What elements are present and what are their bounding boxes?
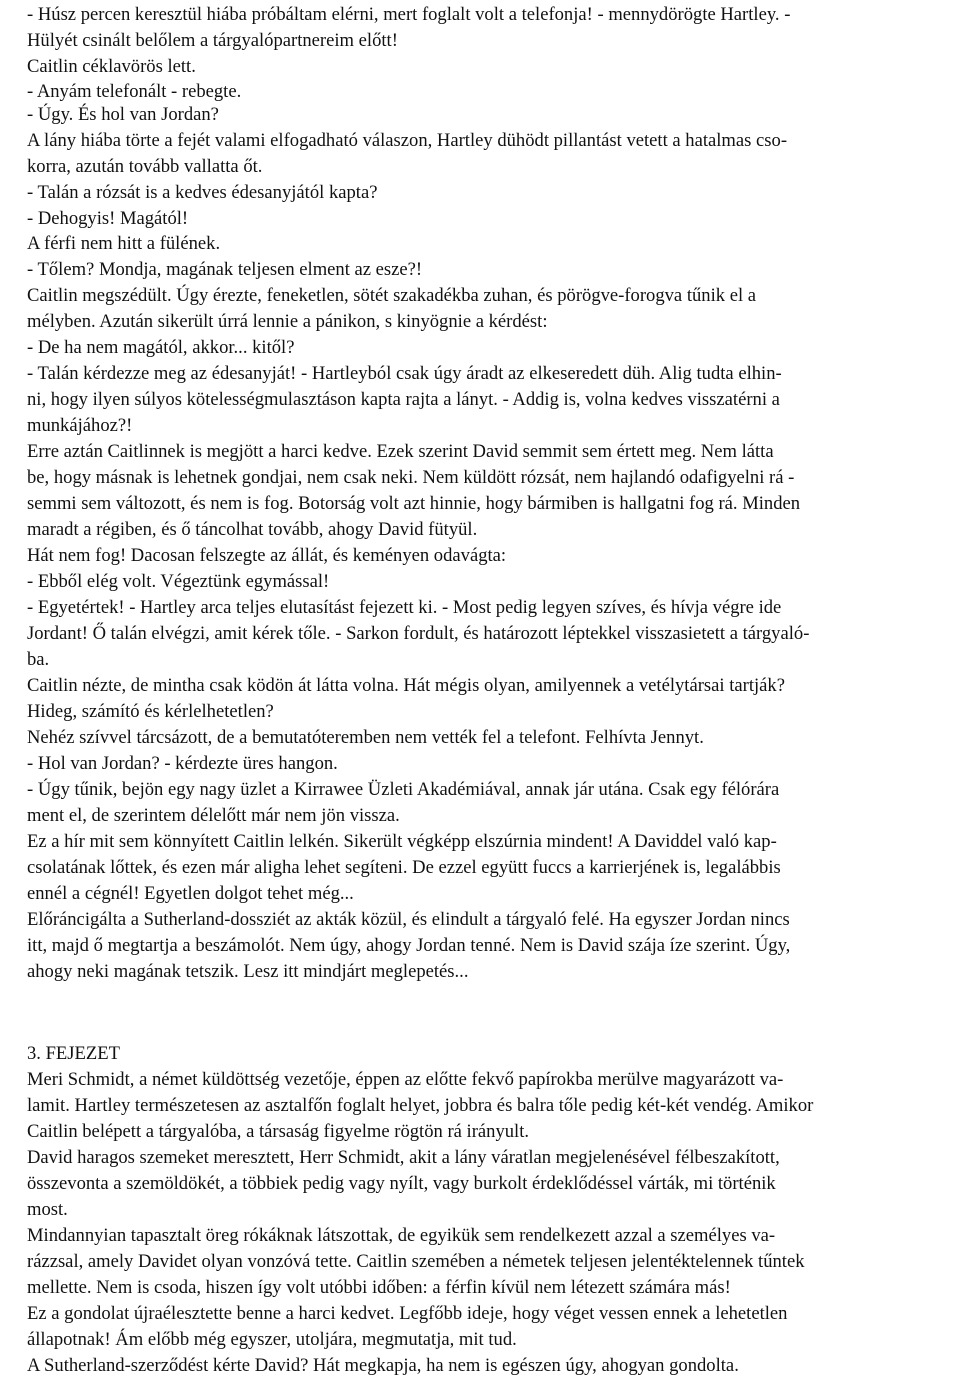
text-line: - Hol van Jordan? - kérdezte üres hangon. [27, 753, 338, 774]
text-line: ment el, de szerintem délelőtt már nem jön vissza. [27, 805, 400, 826]
text-line: - Úgy. És hol van Jordan? [27, 104, 219, 125]
text-line: Előráncigálta a Sutherland-dossziét az akták közül, és elindult a tárgyaló felé. Ha egyszer Jordan nincs [27, 909, 790, 930]
text-line: David haragos szemeket meresztett, Herr Schmidt, akit a lány váratlan megjelenésével félbeszakított, [27, 1147, 780, 1168]
text-line: Caitlin céklavörös lett. [27, 56, 196, 77]
text-line: ni, hogy ilyen súlyos kötelességmulasztáson kapta rajta a lányt. - Addig is, volna kedves visszatérni a [27, 389, 780, 410]
text-line: - De ha nem magától, akkor... kitől? [27, 337, 295, 358]
text-line: Hülyét csinált belőlem a tárgyalópartnereim előtt! [27, 30, 398, 51]
text-line: Nehéz szívvel tárcsázott, de a bemutatóteremben nem vették fel a telefont. Felhívta Jennyt. [27, 727, 704, 748]
text-line: most. [27, 1199, 68, 1220]
text-line: mellette. Nem is csoda, hiszen így volt utóbbi időben: a férfin kívül nem létezett számára más! [27, 1277, 731, 1298]
text-line: - Talán kérdezze meg az édesanyját! - Hartleyból csak úgy áradt az elkeseredett düh. Alig tudta elhin- [27, 363, 782, 384]
text-line: Caitlin nézte, de mintha csak ködön át látta volna. Hát mégis olyan, amilyennek a vetélytársai tartják? [27, 675, 785, 696]
text-line: A lány hiába törte a fejét valami elfogadható válaszon, Hartley dühödt pillantást vetett a hatalmas cso- [27, 130, 788, 151]
text-line: itt, majd ő megtartja a beszámolót. Nem úgy, ahogy Jordan tenné. Nem is David szája íze szerint. Úgy, [27, 935, 791, 956]
text-line: - Egyetértek! - Hartley arca teljes elutasítást fejezett ki. - Most pedig legyen szíves, és hívja végre ide [27, 597, 782, 618]
text-line: Erre aztán Caitlinnek is megjött a harci kedve. Ezek szerint David semmit sem értett meg. Nem látta [27, 441, 774, 462]
text-line: - Talán a rózsát is a kedves édesanyjától kapta? [27, 182, 378, 203]
text-line: Ez a gondolat újraélesztette benne a harci kedvet. Legfőbb ideje, hogy véget vessen ennek a lehetetlen [27, 1303, 788, 1324]
text-line: Ez a hír mit sem könnyített Caitlin lelkén. Sikerült végképp elszúrnia mindent! A Daviddel való kap- [27, 831, 777, 852]
text-line: Mindannyian tapasztalt öreg rókáknak látszottak, de egyikük sem rendelkezett azzal a személyes va- [27, 1225, 776, 1246]
text-line: - Dehogyis! Magától! [27, 208, 189, 229]
text-line: - Úgy tűnik, bejön egy nagy üzlet a Kirrawee Üzleti Akadémiával, annak jár utána. Csak egy félórára [27, 779, 780, 800]
text-line: összevonta a szemöldökét, a többiek pedig vagy nyílt, vagy burkolt érdeklődéssel várták, mi történik [27, 1173, 776, 1194]
text-line: Jordant! Ő talán elvégzi, amit kérek tőle. - Sarkon fordult, és határozott léptekkel visszasietett a tárgyaló- [27, 623, 810, 644]
text-line: maradt a régiben, és ő táncolhat tovább, ahogy David fütyül. [27, 519, 478, 540]
text-line: állapotnak! Ám előbb még egyszer, utoljára, megmutatja, mit tud. [27, 1329, 517, 1350]
text-line: Hideg, számító és kérlelhetetlen? [27, 701, 274, 722]
text-line: be, hogy másnak is lehetnek gondjai, nem csak neki. Nem küldött rózsát, nem hajlandó odafigyelni rá - [27, 467, 795, 488]
chapter-heading: 3. FEJEZET [27, 1043, 120, 1064]
text-line: - Tőlem? Mondja, magának teljesen elment az esze?! [27, 259, 423, 280]
text-line: Meri Schmidt, a német küldöttség vezetője, éppen az előtte fekvő papírokba merülve magyarázott va- [27, 1069, 784, 1090]
text-line: lamit. Hartley természetesen az asztalfőn foglalt helyet, jobbra és balra tőle pedig két-két vendég. Amikor [27, 1095, 814, 1116]
text-line: - Anyám telefonált - rebegte. [27, 81, 242, 102]
text-line: ba. [27, 649, 50, 670]
text-line: csolatának lőttek, és ezen már aligha lehet segíteni. De ezzel együtt fuccs a karrierjének is, legalábbis [27, 857, 781, 878]
text-line: ahogy neki magának tetszik. Lesz itt mindjárt meglepetés... [27, 961, 469, 982]
text-line: mélyben. Azután sikerült úrrá lennie a pánikon, s kinyögnie a kérdést: [27, 311, 548, 332]
text-line: korra, azután tovább vallatta őt. [27, 156, 263, 177]
text-line: - Húsz percen keresztül hiába próbáltam elérni, mert foglalt volt a telefonja! - mennydörögte Hartley. - [27, 4, 791, 25]
text-line: Caitlin megszédült. Úgy érezte, feneketlen, sötét szakadékba zuhan, és pörögve-forogva tűnik el a [27, 285, 757, 306]
text-line: rázzsal, amely Davidet olyan vonzóvá tette. Caitlin szemében a németek teljesen jelentéktelennek tűntek [27, 1251, 805, 1272]
text-line: A Sutherland-szerződést kérte David? Hát megkapja, ha nem is egészen úgy, ahogyan gondolta. [27, 1355, 739, 1376]
text-line: semmi sem változott, és nem is fog. Botorság volt azt hinnie, hogy bármiben is hallgatni fog rá. Minden [27, 493, 801, 514]
text-line: munkájához?! [27, 415, 133, 436]
text-line: - Ebből elég volt. Végeztünk egymással! [27, 571, 330, 592]
text-line: A férfi nem hitt a fülének. [27, 233, 221, 254]
text-line: Caitlin belépett a tárgyalóba, a társaság figyelme rögtön rá irányult. [27, 1121, 530, 1142]
text-line: ennél a cégnél! Egyetlen dolgot tehet még... [27, 883, 354, 904]
text-line: Hát nem fog! Dacosan felszegte az állát, és keményen odavágta: [27, 545, 507, 566]
